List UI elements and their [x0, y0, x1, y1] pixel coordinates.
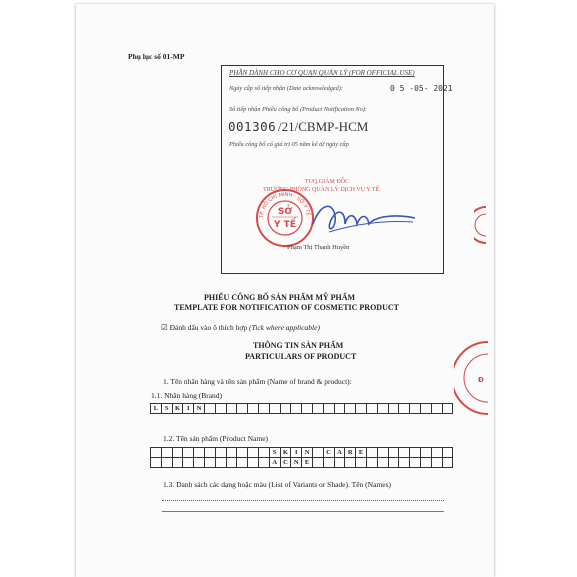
grid-cell — [161, 458, 172, 468]
grid-cell: R — [345, 448, 356, 458]
grid-cell: N — [291, 458, 302, 468]
grid-cell — [183, 448, 194, 458]
grid-cell — [215, 458, 226, 468]
brand-grid — [150, 403, 453, 414]
grid-cell — [204, 404, 215, 414]
grid-cell: S — [269, 448, 280, 458]
grid-cell — [377, 458, 388, 468]
signature-icon — [305, 196, 420, 244]
form-title-vi: PHIẾU CÔNG BỐ SẢN PHẨM MỸ PHẨM — [204, 293, 356, 302]
grid-cell — [248, 448, 259, 458]
grid-cell — [291, 404, 302, 414]
grid-cell — [345, 458, 356, 468]
grid-cell — [377, 404, 388, 414]
grid-cell — [442, 448, 453, 458]
grid-cell — [410, 404, 421, 414]
grid-cell — [323, 458, 334, 468]
tick-instruction — [161, 323, 320, 332]
grid-cell — [366, 448, 377, 458]
svg-text:SỞ: SỞ — [277, 207, 293, 217]
section-title-en: PARTICULARS OF PRODUCT — [245, 352, 357, 361]
notification-number-label: Số tiếp nhận Phiếu công bố (Product Notification No): — [229, 106, 367, 113]
validity-note: Phiếu công bố có giá trị 05 năm kể từ ngày cấp — [229, 141, 349, 148]
grid-cell — [410, 458, 421, 468]
grid-cell — [194, 458, 205, 468]
grid-cell — [161, 448, 172, 458]
grid-cell — [377, 448, 388, 458]
grid-cell: A — [269, 458, 280, 468]
grid-cell — [399, 458, 410, 468]
grid-cell — [302, 404, 313, 414]
grid-cell — [258, 404, 269, 414]
annex-label: Phụ lục số 01-MP — [128, 52, 185, 61]
grid-cell — [258, 458, 269, 468]
grid-cell: E — [356, 448, 367, 458]
grid-cell — [420, 404, 431, 414]
grid-cell — [258, 448, 269, 458]
variants-line-2 — [162, 511, 444, 512]
grid-cell — [269, 404, 280, 414]
grid-cell — [226, 448, 237, 458]
grid-cell — [366, 458, 377, 468]
grid-cell — [183, 458, 194, 468]
grid-cell — [248, 404, 259, 414]
grid-cell — [194, 448, 205, 458]
grid-cell — [215, 404, 226, 414]
grid-cell — [226, 458, 237, 468]
grid-cell — [312, 448, 323, 458]
grid-cell: E — [302, 458, 313, 468]
grid-cell — [204, 458, 215, 468]
notification-code: /21/CBMP-HCM — [278, 119, 369, 134]
section-title-vi: THÔNG TIN SẢN PHẨM — [253, 341, 344, 350]
grid-cell — [388, 404, 399, 414]
form-title-en: TEMPLATE FOR NOTIFICATION OF COSMETIC PRODUCT — [174, 303, 399, 312]
grid-cell — [312, 458, 323, 468]
grid-cell — [237, 458, 248, 468]
grid-cell — [172, 448, 183, 458]
grid-cell — [442, 404, 453, 414]
checked-checkbox-icon: ☑ — [161, 323, 168, 332]
grid-cell — [204, 448, 215, 458]
date-acknowledged-value: 0 5 -05- 2021 — [390, 84, 453, 93]
grid-cell — [388, 448, 399, 458]
tick-note-vi: Đánh dấu vào ô thích hợp — [169, 323, 248, 332]
svg-text:Đ: Đ — [478, 376, 484, 384]
grid-cell: N — [302, 448, 313, 458]
grid-cell — [280, 404, 291, 414]
grid-cell — [356, 458, 367, 468]
question-1-1-brand: 1.1. Nhãn hàng (Brand) — [151, 391, 223, 400]
grid-cell: C — [280, 458, 291, 468]
grid-cell — [431, 458, 442, 468]
grid-cell — [410, 448, 421, 458]
grid-cell — [237, 448, 248, 458]
grid-cell — [226, 404, 237, 414]
signer-name: Phạm Thị Thanh Huyền — [287, 244, 350, 251]
grid-cell — [172, 458, 183, 468]
grid-cell — [334, 458, 345, 468]
grid-cell: K — [172, 404, 183, 414]
product-name-grid — [150, 447, 453, 468]
grid-cell — [431, 404, 442, 414]
grid-cell — [151, 458, 162, 468]
date-acknowledged-label: Ngày cấp số tiếp nhận (Date acknowledged): — [229, 85, 344, 92]
variants-line-1 — [162, 500, 444, 501]
grid-cell — [366, 404, 377, 414]
signer-unit: TRƯỞNG PHÒNG QUẢN LÝ DỊCH VỤ Y TẾ — [263, 187, 380, 193]
grid-cell — [399, 404, 410, 414]
signer-title: TUQ.GIÁM ĐỐC — [305, 179, 349, 185]
grid-cell — [334, 404, 345, 414]
grid-cell: I — [291, 448, 302, 458]
grid-cell — [356, 404, 367, 414]
grid-cell — [420, 458, 431, 468]
grid-cell — [323, 404, 334, 414]
svg-text:TP. HỒ CHÍ MINH · SỞ Y TẾ ·: TP. HỒ CHÍ MINH · SỞ Y TẾ · — [258, 191, 312, 220]
grid-cell: K — [280, 448, 291, 458]
edge-stamp-icon — [474, 205, 486, 245]
grid-cell — [345, 404, 356, 414]
grid-cell: I — [183, 404, 194, 414]
question-1-3-variants: 1.3. Danh sách các dạng hoặc màu (List of Variants or Shade). Tên (Names) — [163, 480, 391, 489]
grid-cell — [431, 448, 442, 458]
grid-cell — [248, 458, 259, 468]
grid-cell: C — [323, 448, 334, 458]
grid-cell — [151, 448, 162, 458]
official-use-title: PHẦN DÀNH CHO CƠ QUAN QUẢN LÝ (FOR OFFICIAL USE) — [229, 69, 415, 77]
question-1: 1. Tên nhãn hàng và tên sản phẩm (Name of brand & product): — [163, 377, 352, 386]
edge-seal-icon — [454, 340, 488, 416]
question-1-2-product-name: 1.2. Tên sản phẩm (Product Name) — [163, 434, 269, 443]
grid-cell — [420, 448, 431, 458]
grid-cell — [215, 448, 226, 458]
notification-number: 001306 — [228, 119, 277, 134]
grid-cell: L — [151, 404, 162, 414]
svg-text:Y TẾ: Y TẾ — [274, 220, 296, 230]
grid-cell — [442, 458, 453, 468]
grid-cell: A — [334, 448, 345, 458]
grid-cell: N — [194, 404, 205, 414]
grid-cell — [312, 404, 323, 414]
grid-cell: S — [161, 404, 172, 414]
grid-cell — [388, 458, 399, 468]
tick-note-en: (Tick where applicable) — [248, 323, 320, 332]
grid-cell — [237, 404, 248, 414]
grid-cell — [399, 448, 410, 458]
